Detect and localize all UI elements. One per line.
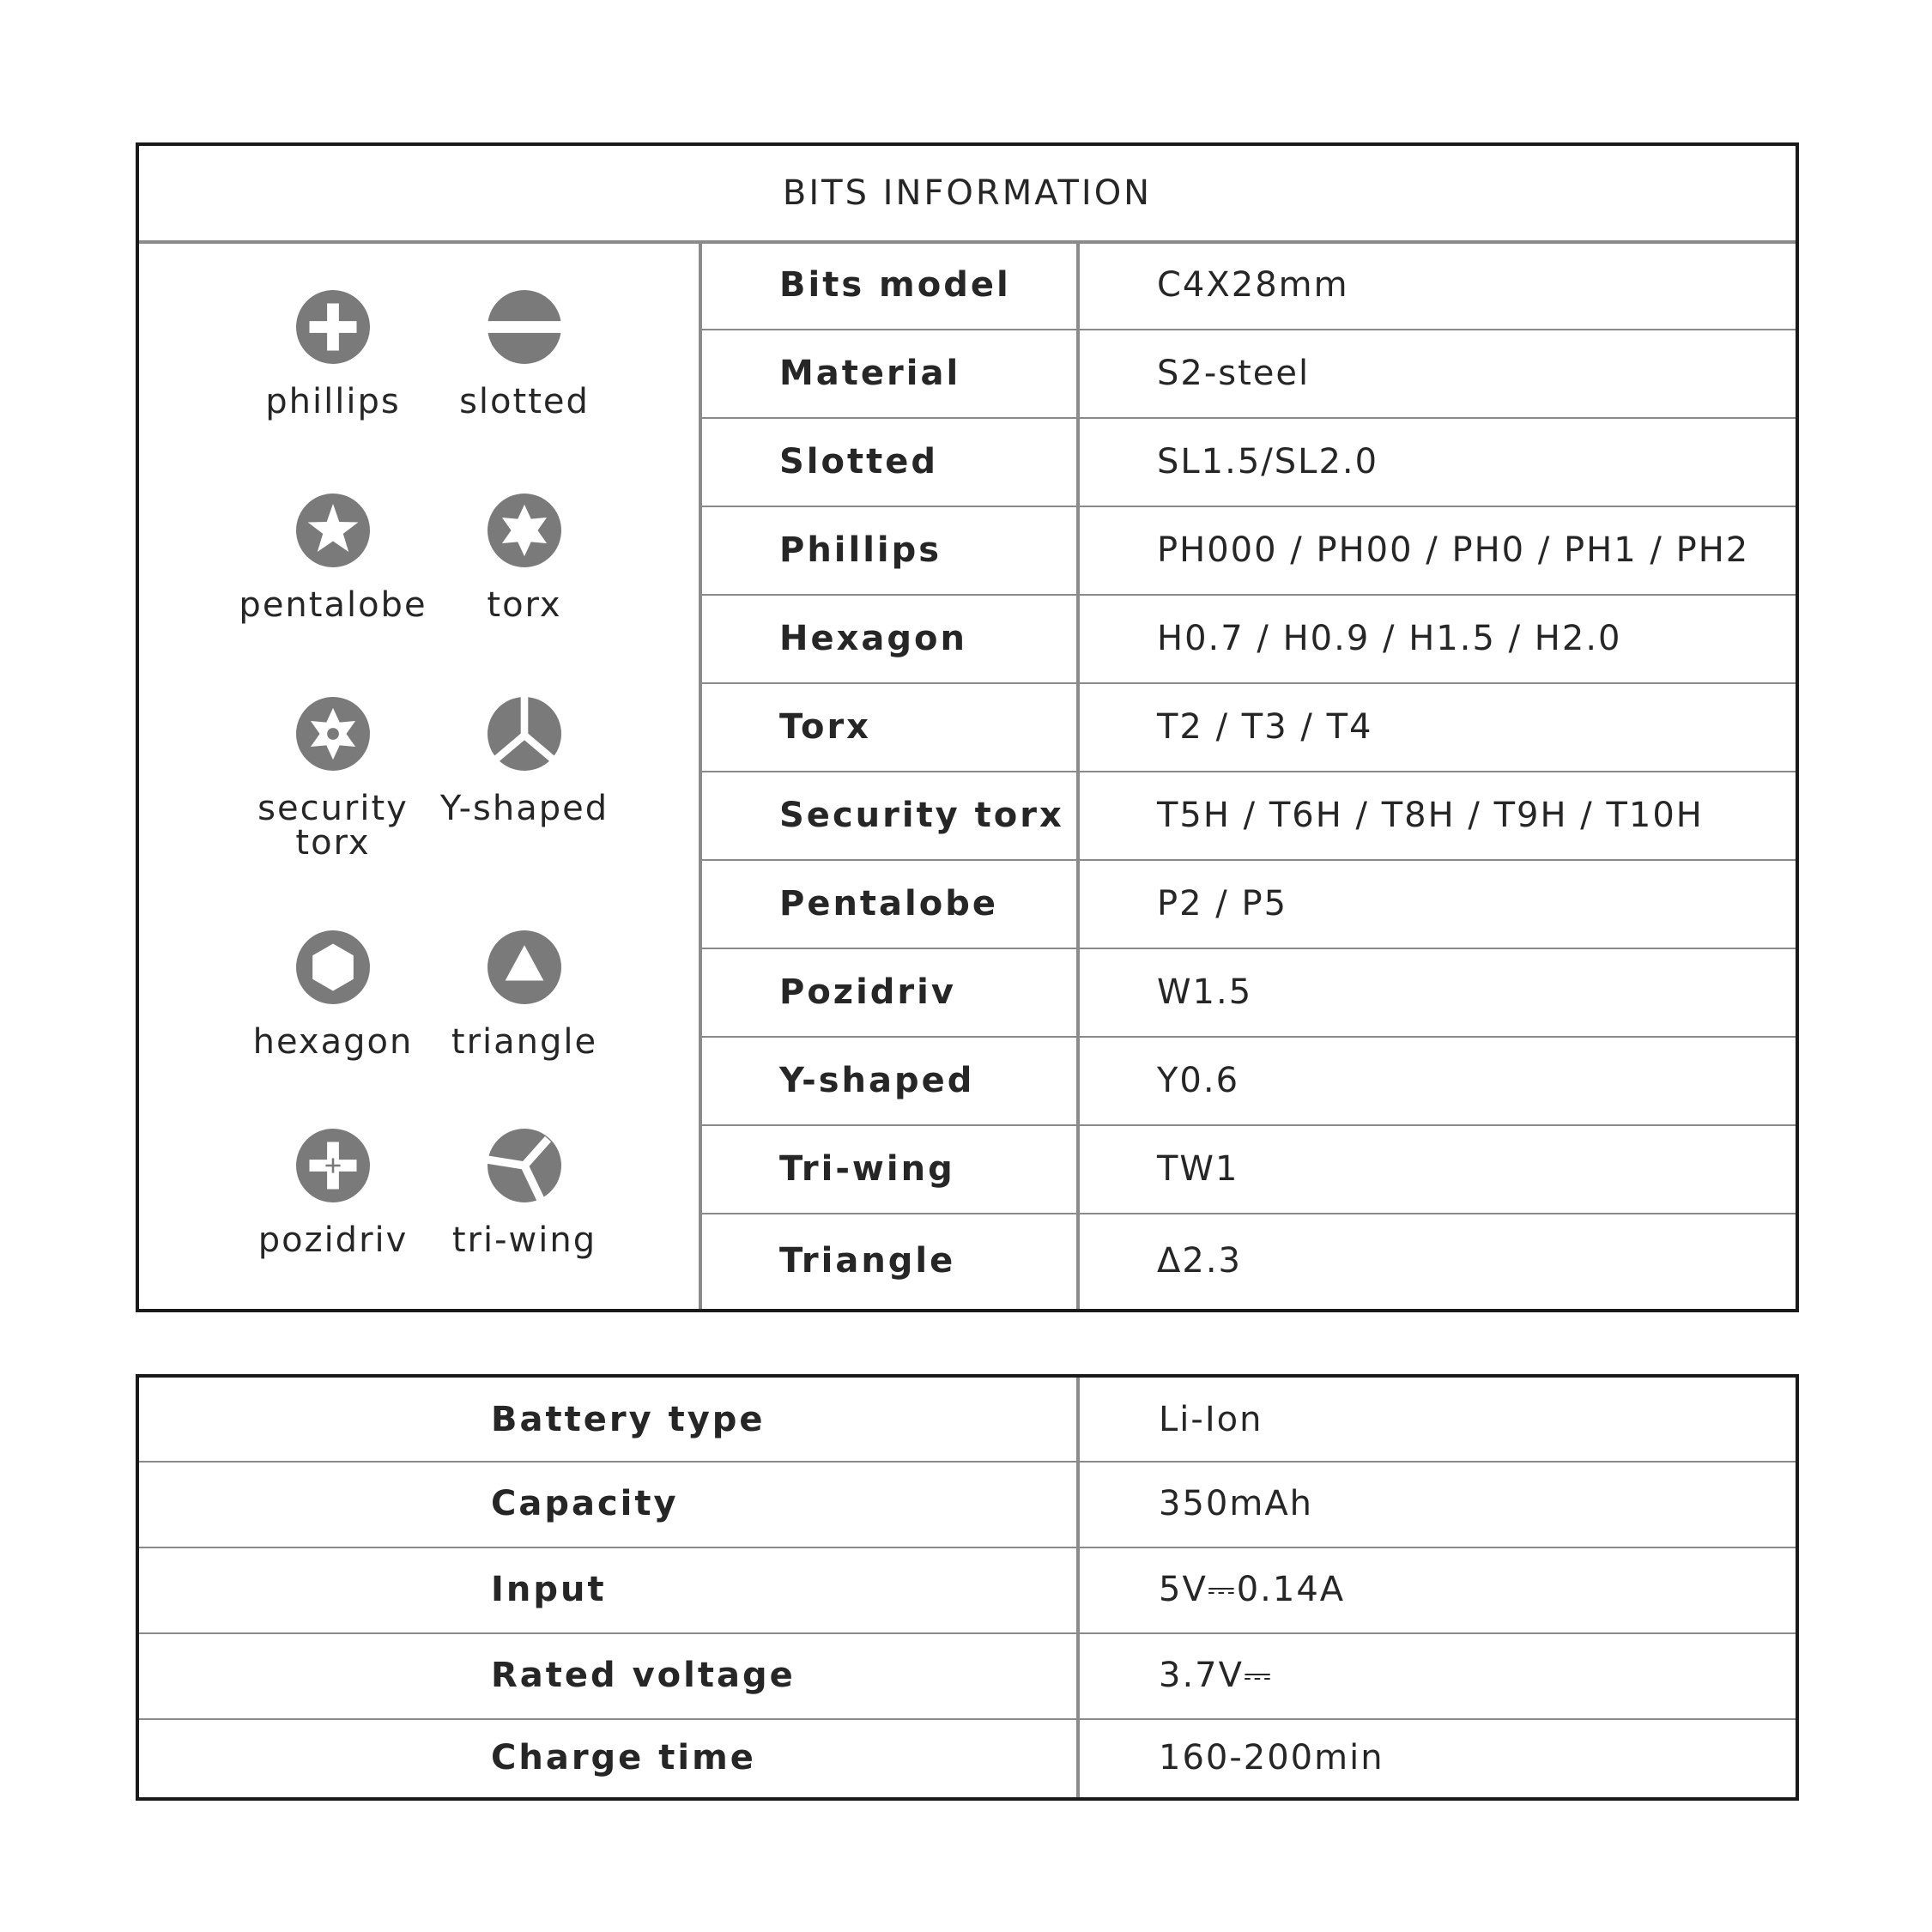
table-row	[139, 1718, 1796, 1797]
spec-value: Δ2.3	[1157, 1241, 1242, 1281]
icon-cell-security-torx	[234, 697, 432, 863]
phillips-icon	[296, 290, 370, 364]
slotted-icon	[488, 290, 561, 364]
icon-label-phillips: phillips	[265, 382, 401, 421]
pentalobe-icon	[296, 494, 370, 567]
battery-value: 350mAh	[1159, 1484, 1314, 1523]
icon-cell-tri-wing	[426, 1129, 623, 1260]
spec-value: C4X28mm	[1157, 264, 1349, 305]
battery-value: Li-Ion	[1159, 1399, 1263, 1439]
icon-cell-triangle	[426, 930, 623, 1062]
table-row	[702, 506, 1796, 596]
spec-key: Material	[702, 329, 1080, 417]
battery-key: Battery type	[139, 1378, 1080, 1461]
spec-value: W1.5	[1157, 972, 1253, 1012]
battery-key: Charge time	[139, 1718, 1080, 1797]
table-row	[702, 682, 1796, 772]
icon-cell-pozidriv	[234, 1129, 432, 1260]
battery-value: 3.7V⎓	[1159, 1656, 1273, 1695]
torx-icon	[488, 494, 561, 567]
icon-label-security-torx: security torx	[257, 789, 409, 863]
table-row	[702, 948, 1796, 1038]
battery-information-table	[136, 1374, 1799, 1801]
icon-label-slotted: slotted	[459, 382, 590, 421]
icon-label-tri-wing: tri-wing	[451, 1220, 597, 1260]
table-row	[702, 771, 1796, 861]
battery-value: 5V⎓0.14A	[1159, 1570, 1346, 1609]
battery-key: Input	[139, 1547, 1080, 1632]
spec-value: H0.7 / H0.9 / H1.5 / H2.0	[1157, 618, 1622, 658]
icon-label-pentalobe: pentalobe	[239, 585, 427, 625]
y-shaped-icon	[488, 697, 561, 771]
security-torx-icon	[296, 697, 370, 771]
spec-key: Phillips	[702, 506, 1080, 594]
spec-key: Torx	[702, 682, 1080, 771]
table-row	[702, 859, 1796, 949]
icon-label-triangle: triangle	[451, 1022, 598, 1062]
bits-spec-rows	[702, 240, 1796, 1309]
bits-table-title: BITS INFORMATION	[139, 146, 1796, 244]
spec-value: T2 / T3 / T4	[1157, 706, 1373, 747]
triangle-icon	[488, 930, 561, 1004]
spec-key: Bits model	[702, 240, 1080, 329]
spec-key: Pozidriv	[702, 948, 1080, 1036]
spec-key: Slotted	[702, 417, 1080, 506]
spec-value: Y0.6	[1157, 1060, 1240, 1100]
spec-key: Hexagon	[702, 594, 1080, 682]
battery-key: Capacity	[139, 1461, 1080, 1547]
spec-key: Tri-wing	[702, 1124, 1080, 1213]
icon-label-torx: torx	[487, 585, 562, 625]
icon-cell-hexagon	[234, 930, 432, 1062]
table-row	[702, 240, 1796, 330]
bit-icons-panel	[139, 240, 702, 1309]
spec-key: Triangle	[702, 1213, 1080, 1309]
spec-value: T5H / T6H / T8H / T9H / T10H	[1157, 795, 1704, 835]
spec-value: P2 / P5	[1157, 883, 1288, 924]
spec-key: Pentalobe	[702, 859, 1080, 948]
icon-cell-phillips	[234, 290, 432, 419]
pozidriv-icon	[296, 1129, 370, 1202]
hexagon-icon	[296, 930, 370, 1004]
icon-label-y-shaped: Y-shaped	[439, 789, 609, 828]
tri-wing-icon	[488, 1129, 561, 1202]
icon-cell-torx	[426, 494, 623, 625]
table-row	[702, 329, 1796, 419]
table-row	[139, 1378, 1796, 1463]
icon-cell-y-shaped	[426, 697, 623, 826]
table-row	[139, 1632, 1796, 1720]
spec-value: S2-steel	[1157, 353, 1311, 393]
icon-cell-pentalobe	[234, 494, 432, 625]
table-row	[702, 594, 1796, 684]
bits-information-table	[136, 142, 1799, 1312]
spec-key: Security torx	[702, 771, 1080, 859]
spec-value: PH000 / PH00 / PH0 / PH1 / PH2	[1157, 530, 1750, 570]
table-row	[139, 1547, 1796, 1634]
table-row	[702, 1036, 1796, 1126]
icon-label-hexagon: hexagon	[252, 1022, 414, 1062]
spec-value: TW1	[1157, 1148, 1239, 1189]
table-row	[139, 1461, 1796, 1548]
table-row	[702, 1124, 1796, 1214]
spec-value: SL1.5/SL2.0	[1157, 441, 1379, 481]
table-row	[702, 1213, 1796, 1309]
icon-label-pozidriv: pozidriv	[257, 1220, 409, 1260]
battery-value: 160-200min	[1159, 1738, 1384, 1778]
table-row	[702, 417, 1796, 507]
spec-key: Y-shaped	[702, 1036, 1080, 1124]
battery-key: Rated voltage	[139, 1632, 1080, 1718]
icon-cell-slotted	[426, 290, 623, 419]
